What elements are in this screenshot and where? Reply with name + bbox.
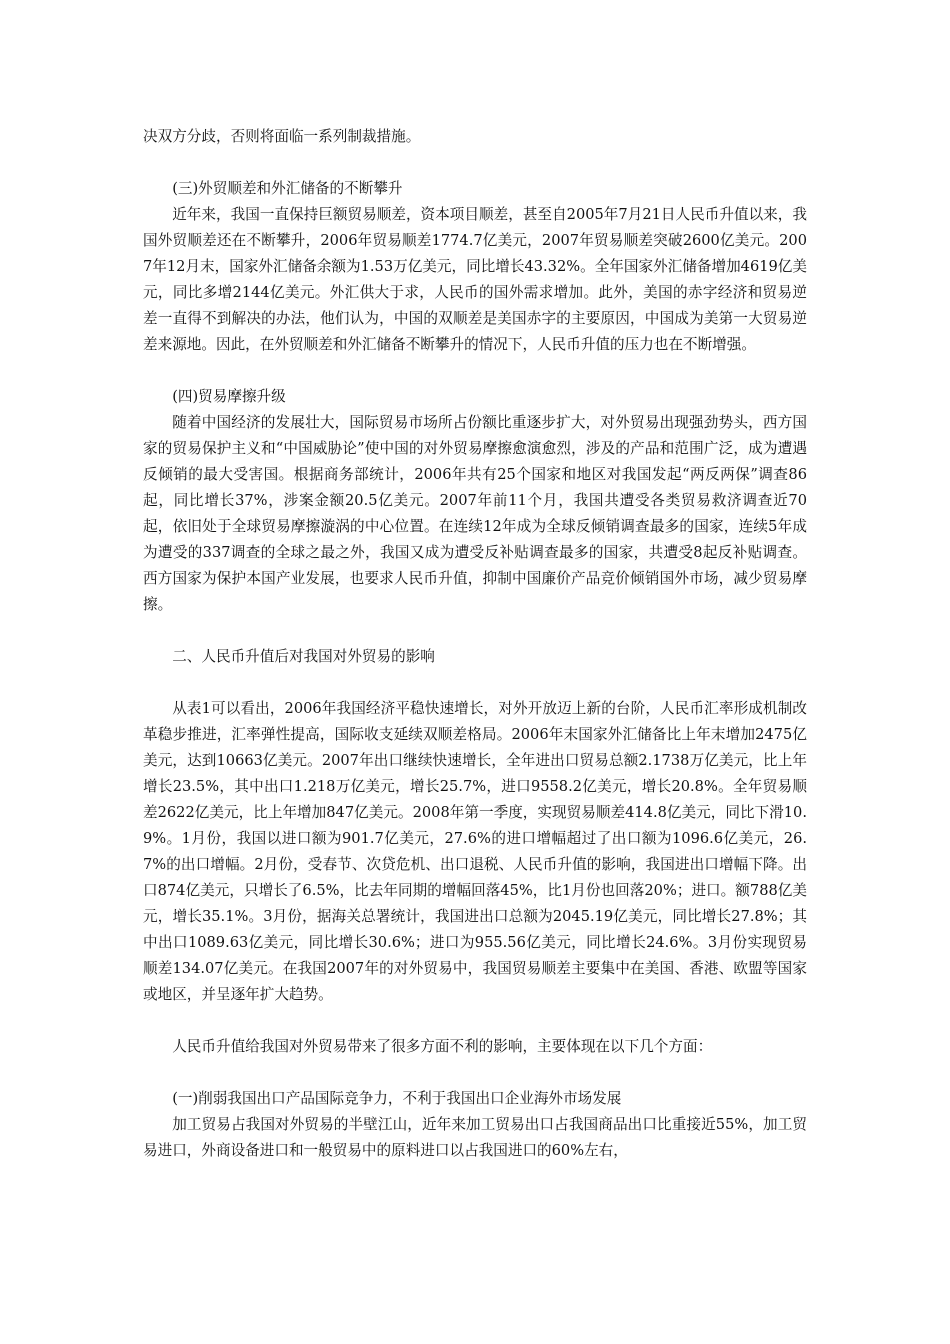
section-heading-impact: 二、人民币升值后对我国对外贸易的影响 — [172, 648, 435, 665]
spacer — [143, 358, 807, 384]
document-page — [143, 124, 807, 1164]
subheading-trade-surplus: (三)外贸顺差和外汇储备的不断攀升 — [172, 180, 403, 197]
paragraph-processing-trade: 加工贸易占我国对外贸易的半壁江山，近年来加工贸易出口占我国商品出口比重接近55%，加工贸易进口，外商设备进口和一般贸易中的原料进口以占我国进口的60%左右， — [143, 1116, 807, 1159]
spacer — [143, 150, 807, 176]
subheading-trade-friction: (四)贸易摩擦升级 — [172, 388, 286, 405]
paragraph-summary-intro: 人民币升值给我国对外贸易带来了很多方面不利的影响，主要体现在以下几个方面： — [172, 1038, 713, 1055]
spacer — [143, 618, 807, 644]
paragraph-trade-statistics: 从表1可以看出，2006年我国经济平稳快速增长，对外开放迈上新的台阶，人民币汇率形成机制改革稳步推进，汇率弹性提高，国际收支延续双顺差格局。2006年末国家外汇储备比上年末增加2475亿美元，达到10663亿美元。2007年出口继续快速增长，全年进出口贸易总额2.1738万亿美元，比上年增长23.5%，其中出口1.218万亿美元，增长25.7%，进口9558.2亿美元，增长20.8%。全年贸易顺差2622亿美元，比上年增加847亿美元。2008年第一季度，实现贸易顺差414.8亿美元，同比下滑10.9%。1月份，我国以进口额为901.7亿美元，27.6%的进口增幅超过了出口额为1096.6亿美元，26.7%的出口增幅。2月份，受春节、次贷危机、出口退税、人民币升值的影响，我国进出口增幅下降。出口874亿美元，只增长了6.5%，比去年同期的增幅回落45%，比1月份也回落20%；进口。额788亿美元，增长35.1%。3月份，据海关总署统计，我国进出口总额为2045.19亿美元，同比增长27.8%；其中出口1089.63亿美元，同比增长30.6%；进口为955.56亿美元，同比增长24.6%。3月份实现贸易顺差134.07亿美元。在我国2007年的对外贸易中，我国贸易顺差主要集中在美国、香港、欧盟等国家或地区，并呈逐年扩大趋势。 — [143, 700, 807, 1003]
spacer — [143, 1008, 807, 1034]
paragraph-trade-friction: 随着中国经济的发展壮大，国际贸易市场所占份额比重逐步扩大，对外贸易出现强劲势头，西方国家的贸易保护主义和“中国威胁论”使中国的对外贸易摩擦愈演愈烈，涉及的产品和范围广泛，成为遭遇反倾销的最大受害国。根据商务部统计，2006年共有25个国家和地区对我国发起“两反两保”调查86起，同比增长37%，涉案金额20.5亿美元。2007年前11个月，我国共遭受各类贸易救济调查近70起，依旧处于全球贸易摩擦漩涡的中心位置。在连续12年成为全球反倾销调查最多的国家，连续5年成为遭受的337调查的全球之最之外，我国又成为遭受反补贴调查最多的国家，共遭受8起反补贴调查。西方国家为保护本国产业发展，也要求人民币升值，抑制中国廉价产品竞价倾销国外市场，减少贸易摩擦。 — [143, 414, 807, 613]
paragraph-trade-surplus: 近年来，我国一直保持巨额贸易顺差，资本项目顺差，甚至自2005年7月21日人民币升值以来，我国外贸顺差还在不断攀升，2006年贸易顺差1774.7亿美元，2007年贸易顺差突破2600亿美元。2007年12月末，国家外汇储备余额为1.53万亿美元，同比增长43.32%。全年国家外汇储备增加4619亿美元，同比多增2144亿美元。外汇供大于求，人民币的国外需求增加。此外，美国的赤字经济和贸易逆差一直得不到解决的办法，他们认为，中国的双顺差是美国赤字的主要原因，中国成为美第一大贸易逆差来源地。因此，在外贸顺差和外汇储备不断攀升的情况下，人民币升值的压力也在不断增强。 — [143, 206, 807, 353]
subheading-export-competitiveness: (一)削弱我国出口产品国际竞争力，不利于我国出口企业海外市场发展 — [172, 1090, 622, 1107]
spacer — [143, 670, 807, 696]
paragraph-continuation: 决双方分歧，否则将面临一系列制裁措施。 — [143, 128, 421, 145]
spacer — [143, 1060, 807, 1086]
